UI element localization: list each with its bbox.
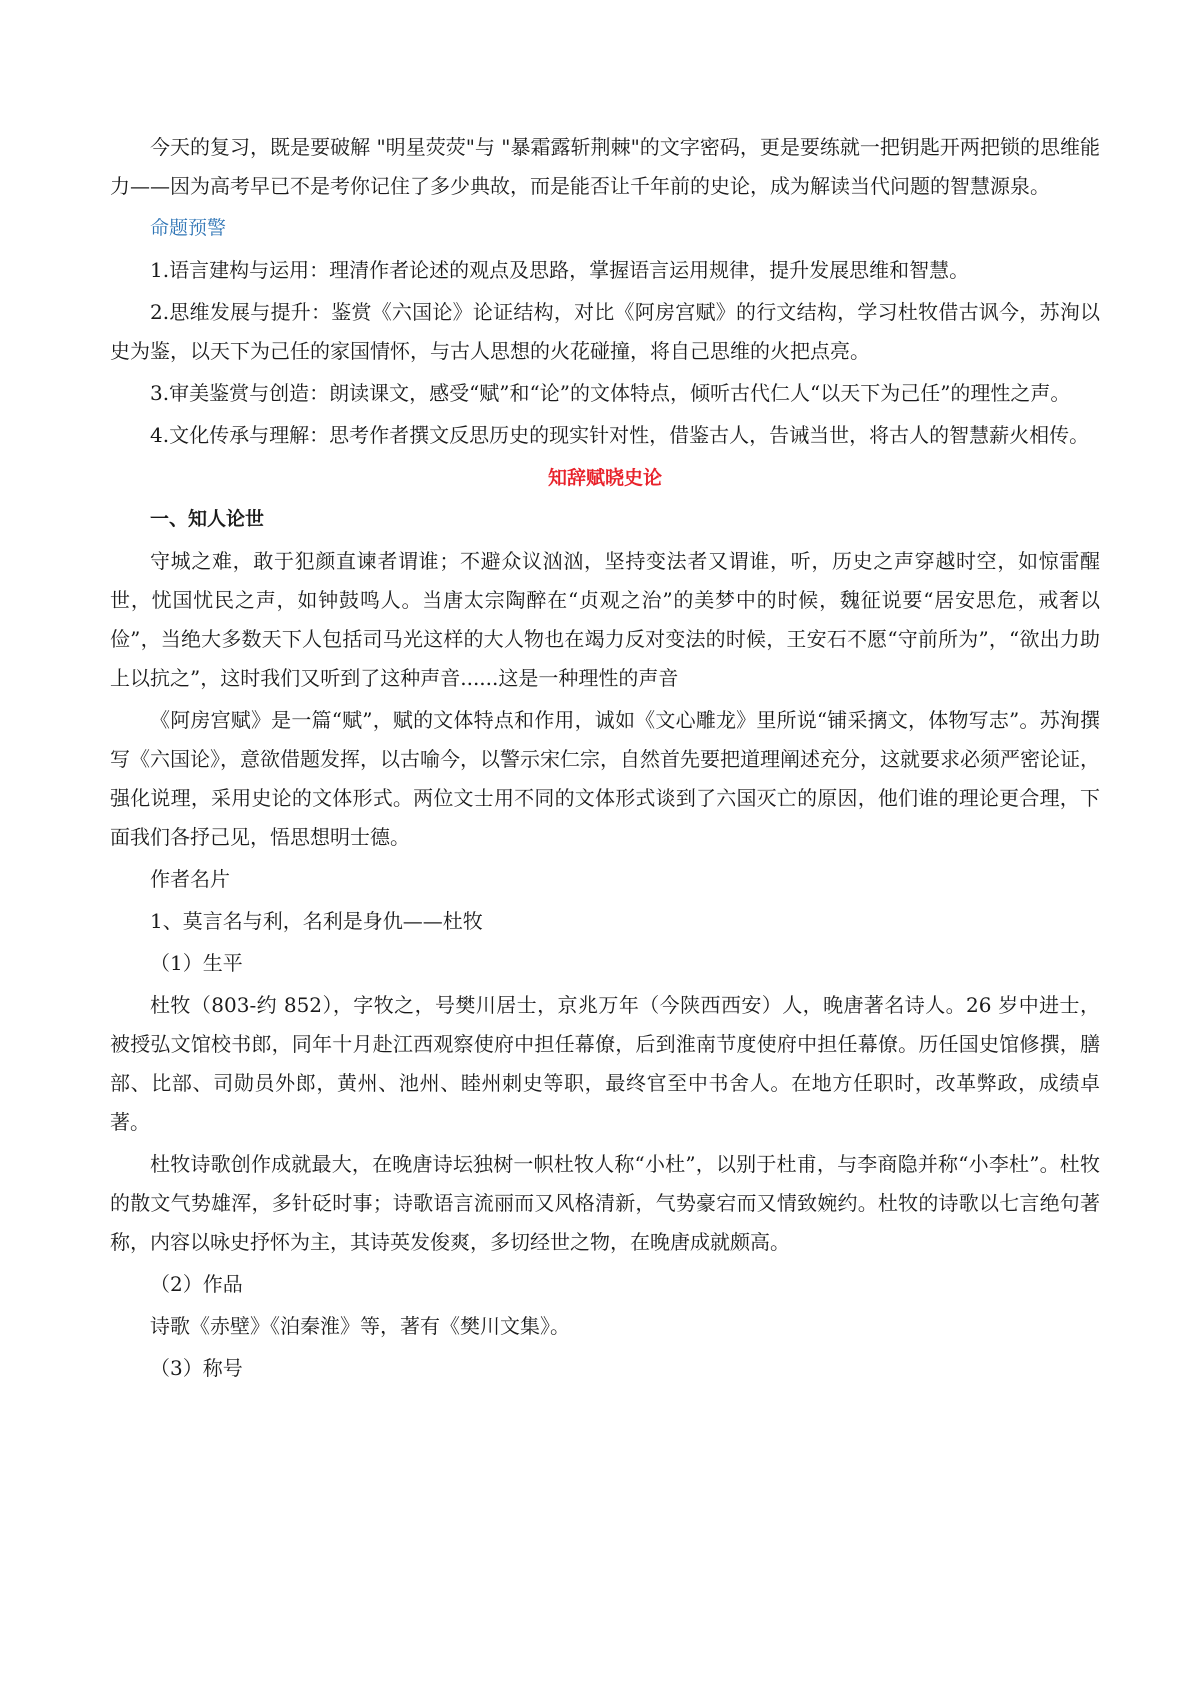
section-heading: 一、知人论世 [150,508,265,530]
title-label: （3）称号 [150,1356,243,1380]
section-paragraph-2: 《阿房宫赋》是一篇“赋”，赋的文体特点和作用，诚如《文心雕龙》里所说“铺采摛文，体物写志”。苏洵撰写《六国论》，意欲借题发挥，以古喻今，以警示宋仁宗，自然首先要把道理阐述充分，这就要求必须严密论证，强化说理，采用史论的文体形式。两位文士用不同的文体形式谈到了六国灭亡的原因，他们谁的理论更合理，下面我们各抒己见，悟思想明士德。 [110,708,1100,849]
works-paragraph: 诗歌《赤壁》《泊秦淮》等，著有《樊川文集》。 [150,1314,570,1338]
warning-heading: 命题预警 [150,217,227,239]
intro-paragraph: 今天的复习，既是要破解 "明星荧荧"与 "暴霜露斩荆棘"的文字密码，更是要练就一把钥匙开两把锁的思维能力——因为高考早已不是考你记住了多少典故，而是能否让千年前的史论，成为解读当代问题的智慧源泉。 [110,135,1100,198]
author-title: 1、莫言名与利，名利是身仇——杜牧 [150,909,483,933]
life-paragraph: 杜牧（803-约 852），字牧之，号樊川居士，京兆万年（今陕西西安）人，晚唐著名诗人。26 岁中进士，被授弘文馆校书郎，同年十月赴江西观察使府中担任幕僚，后到淮南节度使府中担任幕僚。历任国史馆修撰，膳部、比部、司勋员外郎，黄州、池州、睦州刺史等职，最终官至中书舍人。在地方任职时，改革弊政，成绩卓著。 [110,993,1100,1134]
objective-2: 2.思维发展与提升：鉴赏《六国论》论证结构，对比《阿房宫赋》的行文结构，学习杜牧借古讽今，苏洵以史为鉴，以天下为己任的家国情怀，与古人思想的火花碰撞，将自己思维的火把点亮。 [110,300,1100,363]
works-label: （2）作品 [150,1272,243,1296]
author-card-label: 作者名片 [150,867,230,891]
section-paragraph-1: 守城之难，敢于犯颜直谏者谓谁；不避众议汹汹，坚持变法者又谓谁，听，历史之声穿越时空，如惊雷醒世，忧国忧民之声，如钟鼓鸣人。当唐太宗陶醉在“贞观之治”的美梦中的时候，魏征说要“居安思危，戒奢以俭”，当绝大多数天下人包括司马光这样的大人物也在竭力反对变法的时候，王安石不愿“守前所为”，“欲出力助上以抗之”，这时我们又听到了这种声音......这是一种理性的声音 [110,549,1100,690]
objective-1: 1.语言建构与运用：理清作者论述的观点及思路，掌握语言运用规律，提升发展思维和智慧。 [150,258,970,282]
poetry-paragraph: 杜牧诗歌创作成就最大，在晚唐诗坛独树一帜杜牧人称“小杜”，以别于杜甫，与李商隐并称“小李杜”。杜牧的散文气势雄浑，多针砭时事；诗歌语言流丽而又风格清新，气势豪宕而又情致婉约。杜牧的诗歌以七言绝句著称，内容以咏史抒怀为主，其诗英发俊爽，多切经世之物，在晚唐成就颇高。 [110,1152,1100,1254]
objective-4: 4.文化传承与理解：思考作者撰文反思历史的现实针对性，借鉴古人，告诫当世，将古人的智慧薪火相传。 [150,423,1090,447]
life-label: （1）生平 [150,951,243,975]
center-title: 知辞赋晓史论 [547,467,662,489]
objective-3: 3.审美鉴赏与创造：朗读课文，感受“赋”和“论”的文体特点，倾听古代仁人“以天下为己任”的理性之声。 [150,381,1071,405]
